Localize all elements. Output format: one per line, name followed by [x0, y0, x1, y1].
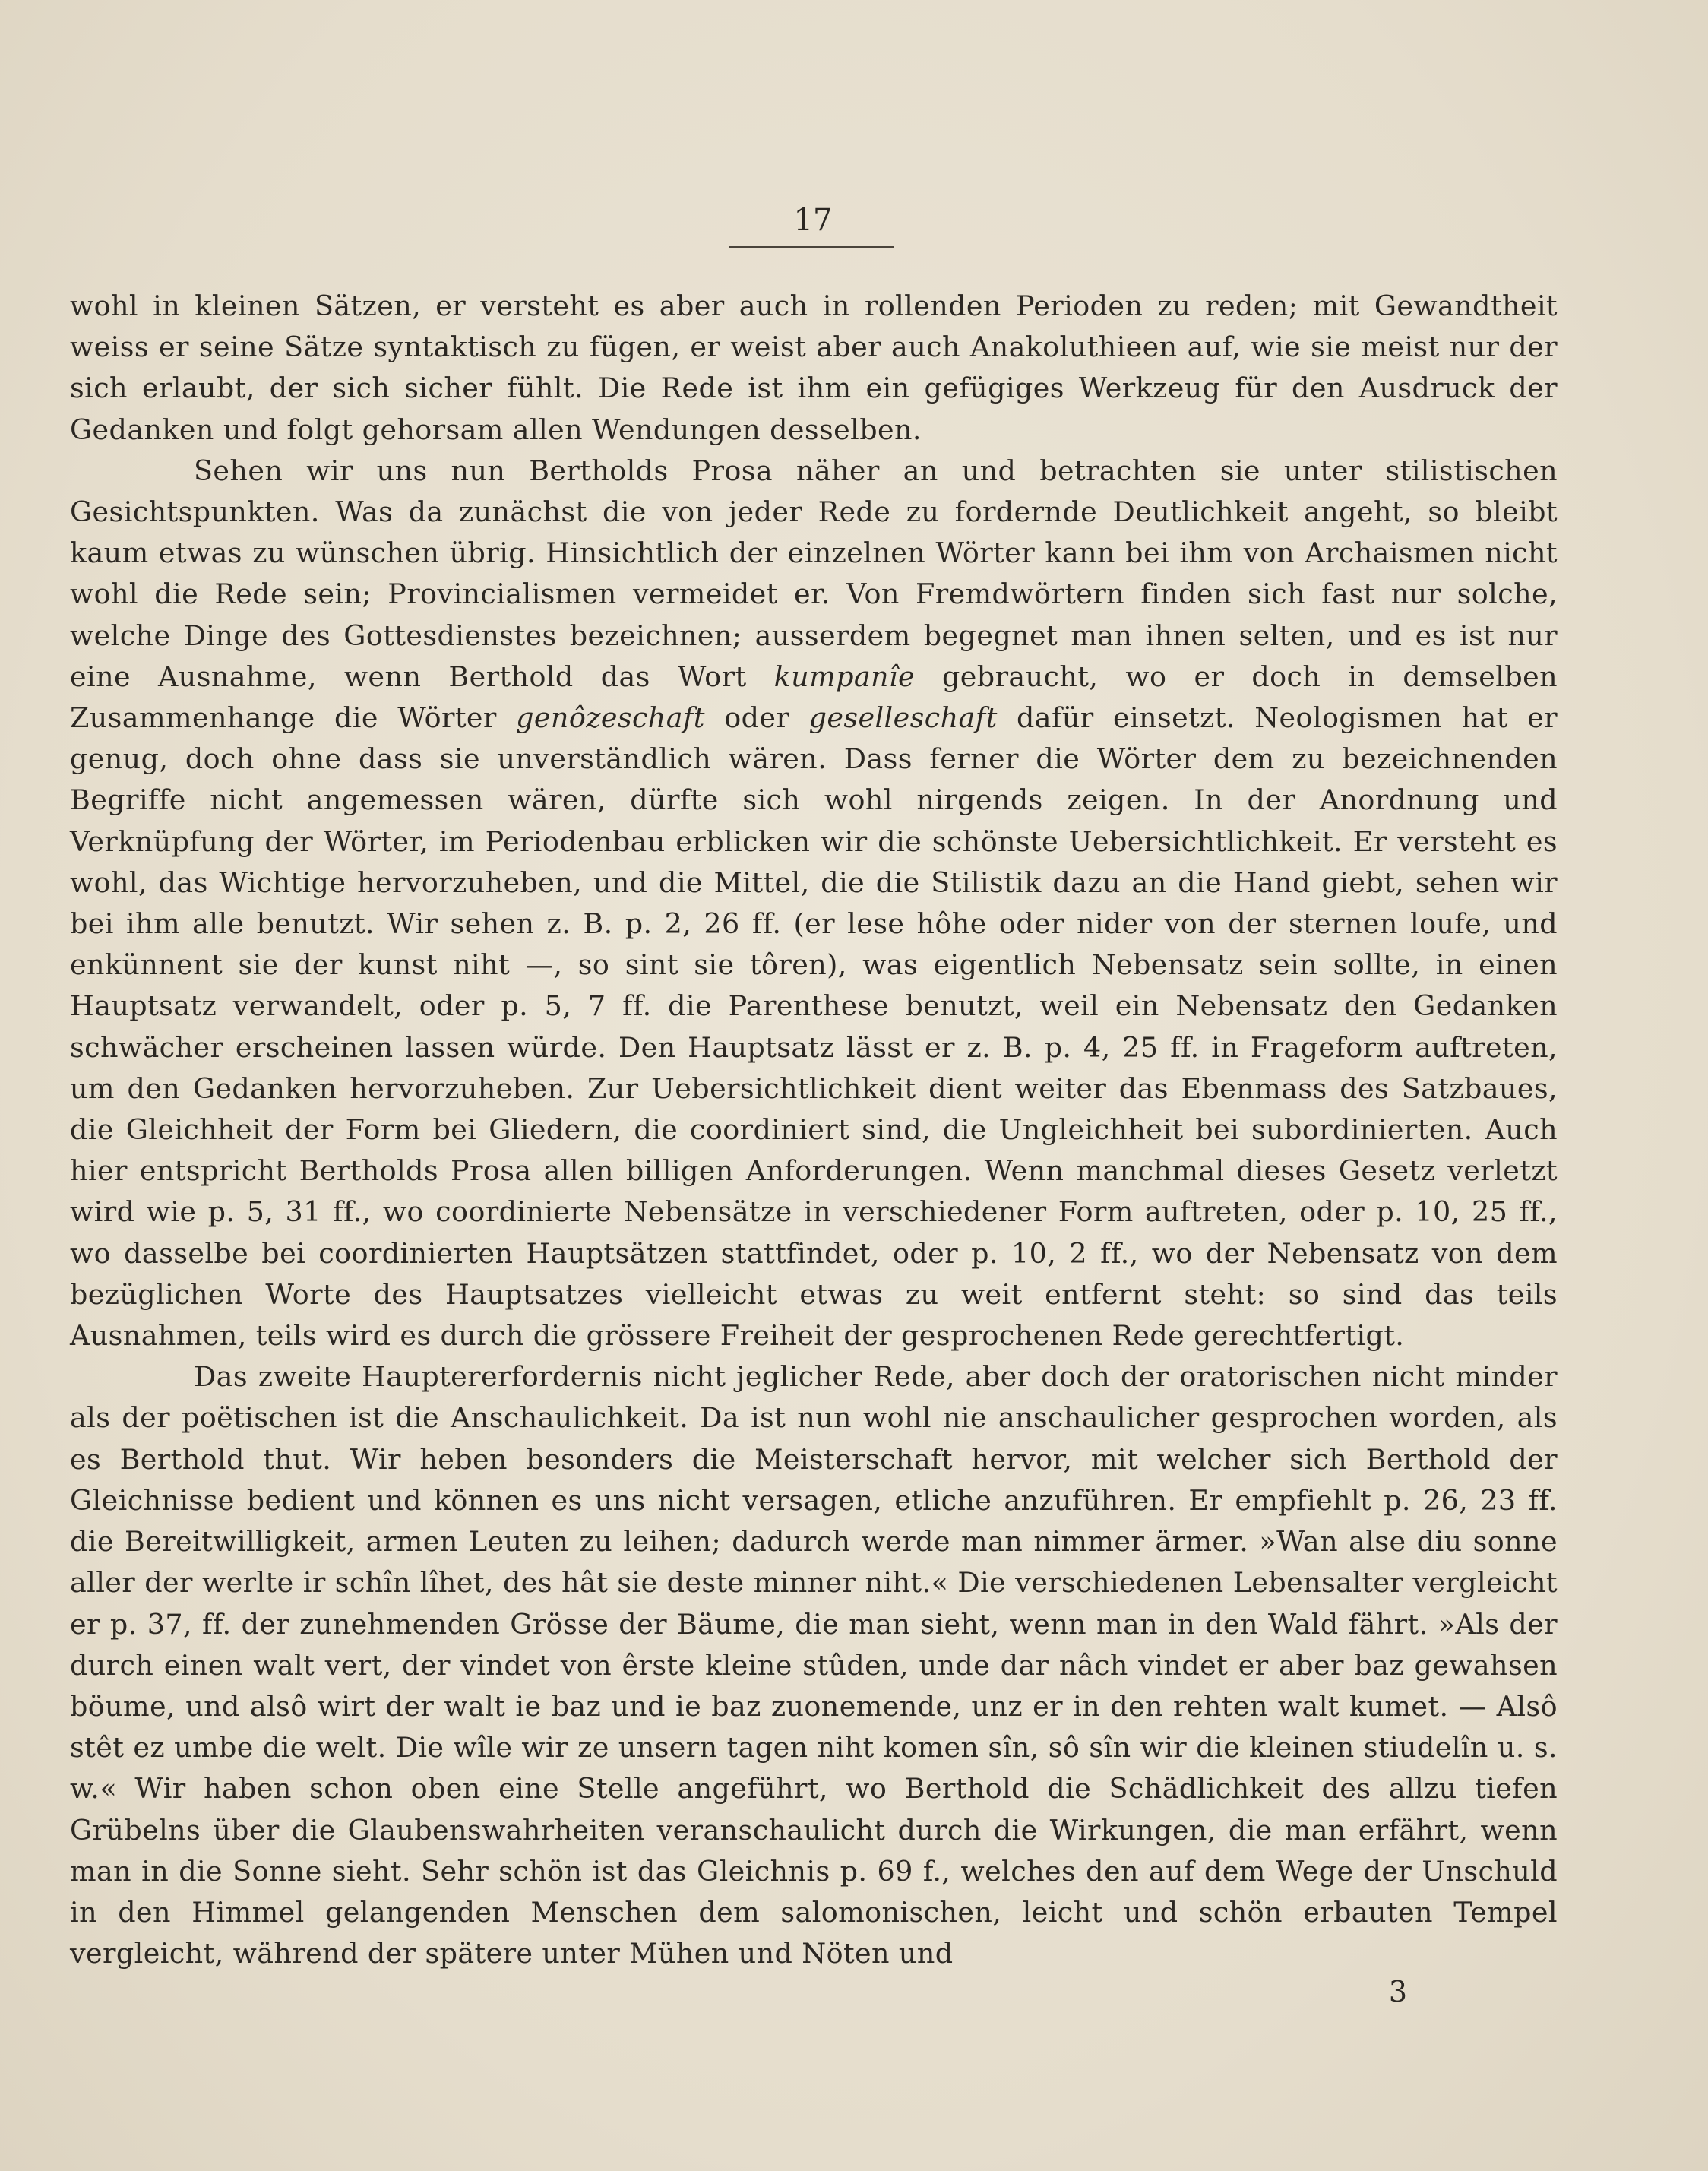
signature-mark: 3 [1388, 1975, 1408, 2008]
text-segment: oder [704, 701, 809, 735]
body-text [70, 286, 1558, 1974]
italic-term: kumpanîe [773, 660, 915, 693]
page-number: 17 [793, 203, 833, 238]
text-segment: dafür einsetzt. Neologismen hat er genug, doch ohne dass sie unverständlich wären. Dass ferner die Wörter dem zu bezeichnenden Begriffe nicht angemessen wären, dürfte sich wohl nirgends zeigen. In der Anordnung und Verknüpfung der Wörter, im Periodenbau erblicken wir die schönste Uebersichtlichkeit. Er versteht es wohl, das Wichtige hervorzuheben, und die Mittel, die die Stilistik dazu an die Hand giebt, sehen wir bei ihm alle benutzt. Wir sehen z. B. p. 2, 26 ff. (er lese hôhe oder nider von der sternen loufe, und enkünnent sie der kunst niht —, so sint sie tôren), was eigentlich Nebensatz sein sollte, in einen Hauptsatz verwandelt, oder p. 5, 7 ff. die Parenthese benutzt, weil ein Nebensatz den Gedanken schwächer erscheinen lassen würde. Den Hauptsatz lässt er z. B. p. 4, 25 ff. in Frageform auftreten, um den Gedanken hervorzuheben. Zur Uebersichtlichkeit dient weiter das Ebenmass des Satzbaues, die Gleichheit der Form bei Gliedern, die coordiniert sind, die Ungleichheit bei subordinierten. Auch hier entspricht Bertholds Prosa allen billigen Anforderungen. Wenn manchmal dieses Gesetz verletzt wird wie p. 5, 31 ff., wo coordinierte Nebensätze in verschiedener Form auftreten, oder p. 10, 25 ff., wo dasselbe bei coordinierten Hauptsätzen stattfindet, oder p. 10, 2 ff., wo der Nebensatz von dem bezüglichen Worte des Hauptsatzes vielleicht etwas zu weit entfernt steht: so sind das teils Ausnahmen, teils wird es durch die grössere Freiheit der gesprochenen Rede gerechtfertigt. [70, 701, 1558, 1353]
paragraph-p2 [70, 451, 1558, 1356]
paragraph-p3 [70, 1356, 1558, 1974]
text-segment: gebraucht, wo er doch in demselben Zusammenhange die Wörter [70, 660, 1558, 735]
text-segment: Sehen wir uns nun Bertholds Prosa näher an und betrachten sie unter stilistischen Gesichtspunkten. Was da zunächst die von jeder Rede zu fordernde Deutlichkeit angeht, so bleibt kaum etwas zu wünschen übrig. Hinsichtlich der einzelnen Wörter kann bei ihm von Archaismen nicht wohl die Rede sein; Provincialismen vermeidet er. Von Fremdwörtern finden sich fast nur solche, welche Dinge des Gottesdienstes bezeichnen; ausserdem begegnet man ihnen selten, und es ist nur eine Ausnahme, wenn Berthold das Wort [70, 454, 1558, 693]
italic-term: geselleschaft [808, 701, 998, 735]
text-segment: Das zweite Hauptererfordernis nicht jeglicher Rede, aber doch der oratorischen nicht minder als der poëtischen ist die Anschaulichkeit. Da ist nun wohl nie anschaulicher gesprochen worden, als es Berthold thut. Wir heben besonders die Meisterschaft hervor, mit welcher sich Berthold der Gleichnisse bedient und können es uns nicht versagen, etliche anzuführen. Er empfiehlt p. 26, 23 ff. die Bereitwilligkeit, armen Leuten zu leihen; dadurch werde man nimmer ärmer. »Wan alse diu sonne aller der werlte ir schîn lîhet, des hât sie deste minner niht.« Die verschiedenen Lebensalter vergleicht er p. 37, ff. der zunehmenden Grösse der Bäume, die man sieht, wenn man in den Wald fährt. »Als der durch einen walt vert, der vindet von êrste kleine stûden, unde dar nâch vindet er aber baz gewahsen böume, und alsô wirt der walt ie baz und ie baz zuonemende, unz er in den rehten walt kumet. — Alsô stêt ez umbe die welt. Die wîle wir ze unsern tagen niht komen sîn, sô sîn wir die kleinen stiudelîn u. s. w.« Wir haben schon oben eine Stelle angeführt, wo Berthold die Schädlichkeit des allzu tiefen Grübelns über die Glaubenswahrheiten veranschaulicht durch die Wirkungen, die man erfährt, wenn man in die Sonne sieht. Sehr schön ist das Gleichnis p. 69 f., welches den auf dem Wege der Unschuld in den Himmel gelangenden Menschen dem salomonischen, leicht und schön erbauten Tempel vergleicht, während der spätere unter Mühen und Nöten und [70, 1360, 1558, 1970]
header-rule [729, 246, 894, 248]
text-segment: wohl in kleinen Sätzen, er versteht es aber auch in rollenden Perioden zu reden; mit Gewandtheit weiss er seine Sätze syntaktisch zu fügen, er weist aber auch Anakoluthieen auf, wie sie meist nur der sich erlaubt, der sich sicher fühlt. Die Rede ist ihm ein gefügiges Werkzeug für den Ausdruck der Gedanken und folgt gehorsam allen Wendungen desselben. [70, 290, 1558, 446]
italic-term: genôzeschaft [516, 701, 705, 735]
paragraph-p1 [70, 286, 1558, 451]
